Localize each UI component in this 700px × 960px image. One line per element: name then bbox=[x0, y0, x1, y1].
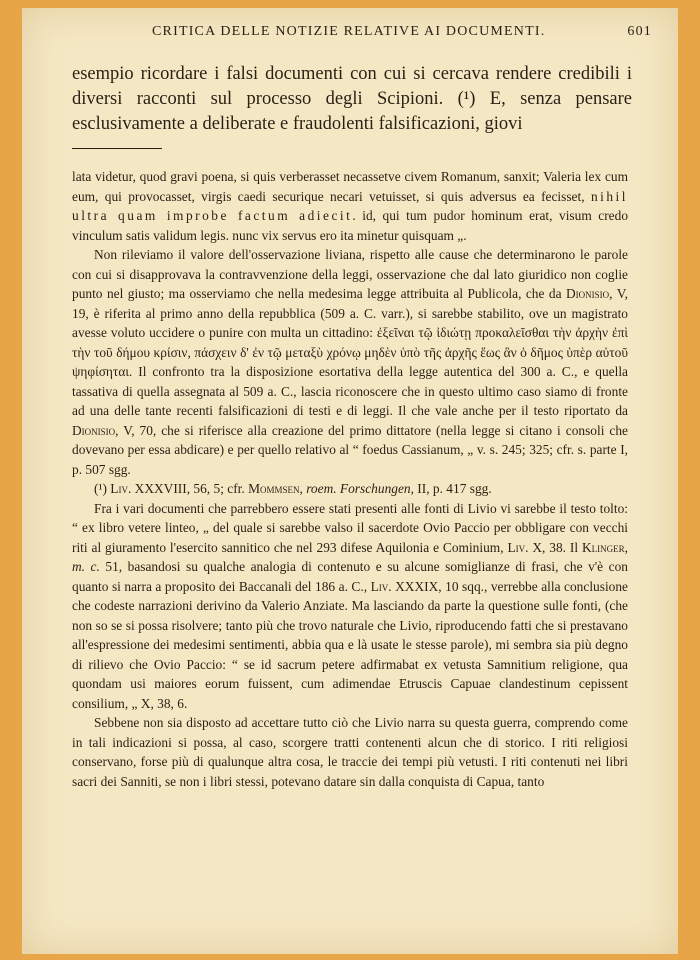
author-name: Liv bbox=[110, 481, 128, 496]
author-name: Mommsen bbox=[248, 481, 300, 496]
note-text: , bbox=[624, 539, 628, 555]
note-text: . X, 38. Il bbox=[525, 539, 582, 555]
footnotes bbox=[72, 167, 628, 791]
header-title: CRITICA DELLE NOTIZIE RELATIVE AI DOCUMENTI. bbox=[152, 24, 546, 39]
note-text: . XXXVIII, 56, 5; cfr. bbox=[127, 481, 249, 496]
author-name: Dionisio bbox=[565, 286, 610, 301]
author-name: Dionisio bbox=[72, 422, 116, 438]
note-paragraph-4: Sebbene non sia disposto ad accettare tutto ciò che Livio narra su questa guerra, comprendo come in tali indicazioni si possa, al caso, scorgere tratti contenenti alcun che di storico. I riti religiosi conservano, forse più di qualunque altra cosa, le traccie dei tempi più vetusti. I riti contenuti nei libri sacri dei Sanniti, se non i libri stessi, potevano datare sin dalla conquista di Capua, tanto bbox=[72, 715, 628, 789]
running-header bbox=[152, 24, 652, 40]
note-text: , bbox=[299, 481, 307, 496]
author-name: Liv bbox=[507, 539, 526, 555]
note-text: Fra i vari documenti che parrebbero essere stati presenti alle fonti di Livio vi sarebbe il testo tolto: “ ex libro vetere linteo, „ del quale si sarebbe valso il sacerdote Ovio Paccio per obbligare con vecchi riti al giuramento l'esercito sannitico che nel 293 difese Aquilonia e Cominium, bbox=[72, 500, 628, 555]
note-text: . id, qui tum pudor hominum erat, visum credo vinculum satis validum legis. nunc vix servus ero ita minetur quisquam „. bbox=[72, 208, 629, 243]
footnote-1 bbox=[72, 479, 628, 499]
page-number: 601 bbox=[627, 24, 652, 39]
note-text: (¹) bbox=[94, 481, 111, 496]
note-text: Non rileviamo il valore dell'osservazione liviana, rispetto alle cause che determinarono le parole con cui si disapprovava la contravvenzione della leggi, osservazione che dal lato giuridico non coglie punto nel giusto; ma osserviamo che nella medesima legge attribuita al Publicola, che da bbox=[72, 247, 628, 301]
book-page bbox=[22, 8, 678, 954]
work-title: roem. Forschungen bbox=[306, 481, 411, 496]
note-text: , V, 19, è riferita al primo anno della repubblica (509 a. C. varr.), si sarebbe stabilito, ove un magistrato avesse voluto uccidere o punire con multa un cittadino: ἐξεῖναι τῷ ἰδιώτῃ προκαλεῖσθαι τὴν ἀρχὴν ἐπὶ τὴν τοῦ δήμου κρίσιν, πάσχειν δ' ἐν τῷ μεταξὺ χρόνῳ μηδὲν ὑπὸ τῆς ἀρχῆς ἕως ἂν ὁ δῆμος ὑπὲρ αὐτοῦ ψηφίσηται. Il confronto tra la disposizione esortativa della legge autentica del 300 a. C., e quella tassativa di quella assegnata al 509 a. C., lascia riconoscere che in questo ultimo caso siamo di fronte ad una delle tante recenti falsificazioni di testi e di leggi. Il che vale anche per il testo riportato da bbox=[72, 286, 629, 418]
note-text: 51, basandosi su qualche analogia di contenuto e su alcune somiglianze di frasi, che v'è con quanto si narra a proposito dei Baccanali del 186 a. C., bbox=[72, 559, 628, 594]
author-name: Liv bbox=[370, 578, 389, 594]
note-text: . XXXIX, 10 sqq., verrebbe alla conclusione che codeste narrazioni derivino da Valerio Anziate. Ma lasciando da parte la questione sulle fonti, (che non so se si possa risolvere; tanto più che trovo naturale che Livio, riproducendo fatti che si prestavano all'espressione dei medesimi sentimenti, abbia qua e là usate le stesse parole), mi sembra sia più degno di rilievo che Ovio Paccio: “ se id sacrum petere adfirmabat ex vetusta Samnitium religione, qua quondam usi maiores eorum fuissent, cum adimendae Etruscis Capuae clandestinum cepissent consilium, „ X, 38, 6. bbox=[72, 578, 628, 711]
author-name: Klinger bbox=[581, 539, 625, 555]
spaced-quote: nihil ultra quam improbe factum adiecit bbox=[72, 188, 628, 223]
note-paragraph-3 bbox=[72, 499, 628, 714]
main-text: esempio ricordare i falsi documenti con cui si cercava rendere credibili i diversi racconti sul processo degli Scipioni. (¹) E, senza pensare esclusivamente a deliberate e fraudolenti falsificazioni, giovi bbox=[72, 64, 632, 134]
note-paragraph-2 bbox=[72, 245, 628, 479]
footnote-rule bbox=[72, 148, 162, 149]
note-text: , V, 70, che si riferisce alla creazione del primo dittatore (nella legge si citano i consoli che dovevano per essa abdicare) e per quello relativo al “ foedus Cassianum, „ v. s. 245; 325; cfr. s. parte I, p. 507 sgg. bbox=[72, 422, 628, 477]
note-text: , II, p. 417 sgg. bbox=[410, 481, 492, 496]
note-paragraph-1 bbox=[72, 167, 628, 245]
work-abbrev: m. c. bbox=[72, 559, 100, 574]
note-text: lata videtur, quod gravi poena, si quis verberasset necassetve civem Romanum, sanxit; Valeria lex cum eum, qui provocasset, virgis caedi securique necari vetuisset, si quis adversus ea fecisset, bbox=[72, 169, 628, 204]
